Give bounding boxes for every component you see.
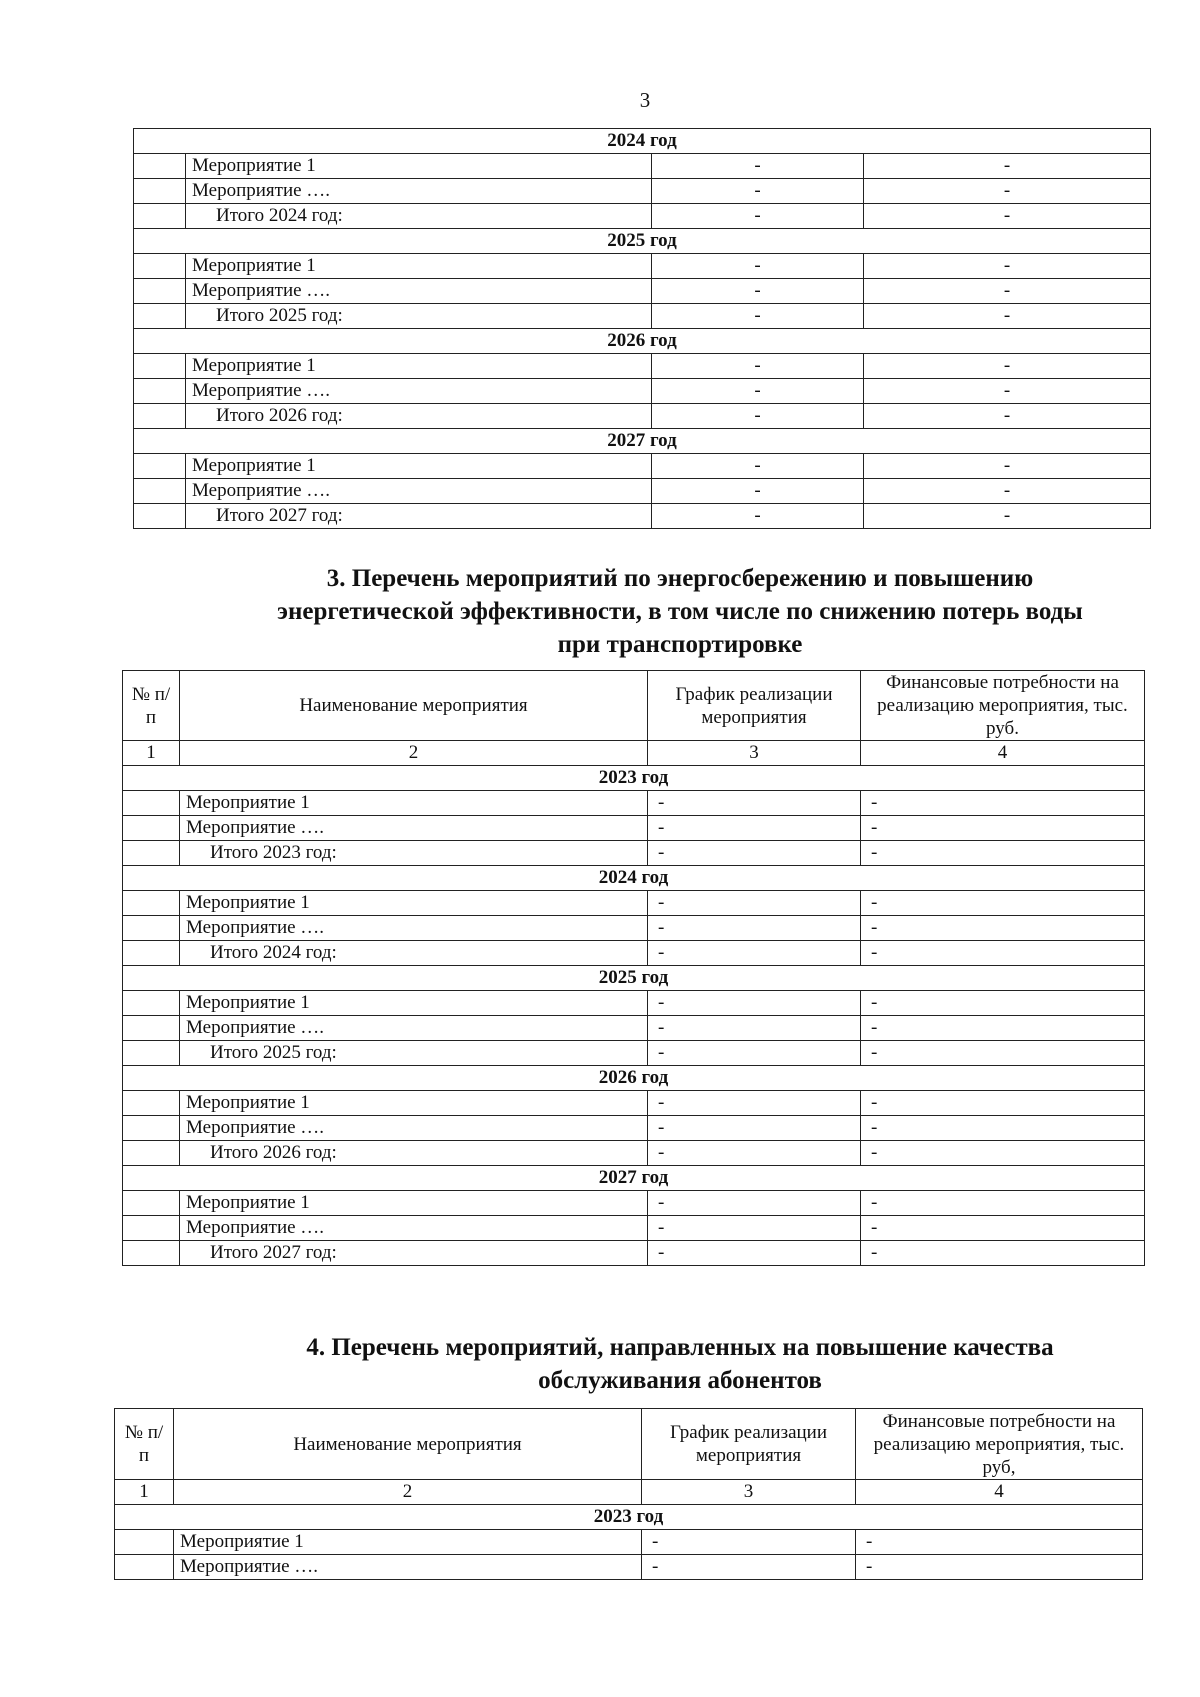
total-label: Итого 2023 год: [180,841,648,866]
schedule-cell: - [648,1116,861,1141]
finance-cell: - [864,179,1151,204]
total-label: Итого 2024 год: [186,204,652,229]
table-header-row [123,671,1145,741]
section-4-title-line1: 4. Перечень мероприятий, направленных на повышение качества [306,1334,1054,1361]
row-number-cell [123,1191,180,1216]
schedule-cell: - [648,791,861,816]
activity-name: Мероприятие 1 [180,1191,648,1216]
row-number-cell [123,1041,180,1066]
column-number: 2 [174,1480,642,1505]
table-row [134,154,1151,179]
year-label: 2025 год [123,966,1145,991]
column-number: 1 [115,1480,174,1505]
activity-name: Мероприятие 1 [186,154,652,179]
finance-cell: - [861,1041,1145,1066]
finance-cell: - [864,479,1151,504]
service-quality-table [114,1408,1143,1580]
row-number-cell [115,1530,174,1555]
row-number-cell [134,254,186,279]
year-label: 2027 год [134,429,1151,454]
row-number-cell [123,991,180,1016]
finance-cell: - [864,404,1151,429]
schedule-cell: - [652,154,864,179]
table-row [134,254,1151,279]
activity-name: Мероприятие …. [180,916,648,941]
activity-name: Мероприятие 1 [180,891,648,916]
total-label: Итого 2026 год: [180,1141,648,1166]
finance-cell: - [861,991,1145,1016]
activity-name: Мероприятие 1 [186,354,652,379]
year-row [134,129,1151,154]
total-label: Итого 2026 год: [186,404,652,429]
total-label: Итого 2025 год: [186,304,652,329]
schedule-cell: - [648,1216,861,1241]
activities-table-body [134,129,1151,529]
header-number: № п/п [123,671,180,741]
finance-cell: - [861,1091,1145,1116]
table-row [134,454,1151,479]
row-number-cell [134,204,186,229]
section-3-title-line2: энергетической эффективности, в том числе по снижению потерь воды [277,598,1083,625]
year-row [134,329,1151,354]
activity-name: Мероприятие …. [186,479,652,504]
finance-cell: - [864,454,1151,479]
row-number-cell [123,1091,180,1116]
table-row [123,1041,1145,1066]
year-row [123,766,1145,791]
row-number-cell [134,304,186,329]
header-finance: Финансовые потребности на реализацию мероприятия, тыс. руб. [861,671,1145,741]
header-name: Наименование мероприятия [174,1409,642,1480]
year-label: 2026 год [134,329,1151,354]
row-number-cell [123,916,180,941]
row-number-cell [123,816,180,841]
finance-cell: - [864,304,1151,329]
schedule-cell: - [652,254,864,279]
total-label: Итого 2025 год: [180,1041,648,1066]
schedule-cell: - [648,1091,861,1116]
finance-cell: - [861,791,1145,816]
table-row [123,841,1145,866]
finance-cell: - [861,841,1145,866]
finance-cell: - [861,1141,1145,1166]
row-number-cell [123,791,180,816]
finance-cell: - [861,1116,1145,1141]
table-header-row [115,1409,1143,1480]
column-number: 4 [861,741,1145,766]
column-number: 3 [648,741,861,766]
schedule-cell: - [652,504,864,529]
year-label: 2027 год [123,1166,1145,1191]
activity-name: Мероприятие …. [186,379,652,404]
section-4-title [200,1331,1160,1397]
row-number-cell [123,1216,180,1241]
schedule-cell: - [648,941,861,966]
energy-saving-table-body [123,671,1145,1266]
activity-name: Мероприятие 1 [180,1091,648,1116]
header-finance: Финансовые потребности на реализацию мероприятия, тыс. руб, [856,1409,1143,1480]
energy-saving-table [122,670,1145,1266]
header-schedule: График реализации мероприятия [648,671,861,741]
service-quality-table-body [115,1409,1143,1580]
row-number-cell [134,279,186,304]
table-row [123,1141,1145,1166]
header-number: № п/п [115,1409,174,1480]
activity-name: Мероприятие …. [174,1555,642,1580]
finance-cell: - [861,1016,1145,1041]
schedule-cell: - [648,816,861,841]
column-number: 2 [180,741,648,766]
finance-cell: - [864,354,1151,379]
schedule-cell: - [652,454,864,479]
total-label: Итого 2027 год: [186,504,652,529]
schedule-cell: - [652,479,864,504]
finance-cell: - [856,1555,1143,1580]
section-4-title-line2: обслуживания абонентов [538,1367,822,1394]
activity-name: Мероприятие …. [180,1216,648,1241]
row-number-cell [123,1241,180,1266]
finance-cell: - [861,816,1145,841]
year-label: 2025 год [134,229,1151,254]
schedule-cell: - [648,1016,861,1041]
year-row [134,429,1151,454]
table-row [123,816,1145,841]
activity-name: Мероприятие 1 [186,254,652,279]
finance-cell: - [861,941,1145,966]
year-row [123,1066,1145,1091]
table-row [115,1555,1143,1580]
row-number-cell [123,841,180,866]
finance-cell: - [864,154,1151,179]
row-number-cell [134,479,186,504]
header-schedule: График реализации мероприятия [642,1409,856,1480]
year-label: 2023 год [115,1505,1143,1530]
finance-cell: - [864,279,1151,304]
column-number: 3 [642,1480,856,1505]
table-row [115,1530,1143,1555]
activities-table-continued [133,128,1151,529]
activity-name: Мероприятие …. [180,1116,648,1141]
table-row [134,204,1151,229]
year-row [123,866,1145,891]
activity-name: Мероприятие …. [186,179,652,204]
row-number-cell [134,504,186,529]
column-number-row [123,741,1145,766]
schedule-cell: - [648,916,861,941]
row-number-cell [123,1016,180,1041]
activity-name: Мероприятие …. [186,279,652,304]
year-row [123,1166,1145,1191]
row-number-cell [134,454,186,479]
activity-name: Мероприятие 1 [174,1530,642,1555]
section-3-title-line1: 3. Перечень мероприятий по энергосбережению и повышению [326,565,1034,592]
column-number: 1 [123,741,180,766]
column-number: 4 [856,1480,1143,1505]
finance-cell: - [864,254,1151,279]
schedule-cell: - [648,1191,861,1216]
finance-cell: - [856,1530,1143,1555]
table-row [123,1241,1145,1266]
table-row [123,916,1145,941]
table-row [134,279,1151,304]
finance-cell: - [864,504,1151,529]
table-row [134,304,1151,329]
finance-cell: - [861,891,1145,916]
schedule-cell: - [648,891,861,916]
row-number-cell [123,1141,180,1166]
schedule-cell: - [648,841,861,866]
activity-name: Мероприятие 1 [180,791,648,816]
table-row [123,991,1145,1016]
header-name: Наименование мероприятия [180,671,648,741]
column-number-row [115,1480,1143,1505]
table-row [134,379,1151,404]
table-row [134,479,1151,504]
row-number-cell [123,941,180,966]
schedule-cell: - [652,179,864,204]
total-label: Итого 2027 год: [180,1241,648,1266]
row-number-cell [123,891,180,916]
year-label: 2023 год [123,766,1145,791]
year-row [115,1505,1143,1530]
section-3-title [200,562,1160,661]
finance-cell: - [864,204,1151,229]
activity-name: Мероприятие …. [180,816,648,841]
schedule-cell: - [652,204,864,229]
table-row [123,1216,1145,1241]
row-number-cell [134,354,186,379]
activity-name: Мероприятие 1 [180,991,648,1016]
year-row [123,966,1145,991]
schedule-cell: - [652,304,864,329]
year-row [134,229,1151,254]
year-label: 2024 год [123,866,1145,891]
table-row [134,504,1151,529]
table-row [123,941,1145,966]
row-number-cell [134,379,186,404]
schedule-cell: - [652,279,864,304]
year-label: 2024 год [134,129,1151,154]
row-number-cell [123,1116,180,1141]
finance-cell: - [861,1191,1145,1216]
finance-cell: - [861,1216,1145,1241]
schedule-cell: - [648,1141,861,1166]
table-row [123,791,1145,816]
schedule-cell: - [648,991,861,1016]
activity-name: Мероприятие 1 [186,454,652,479]
schedule-cell: - [652,404,864,429]
table-row [123,1091,1145,1116]
schedule-cell: - [652,354,864,379]
table-row [123,1116,1145,1141]
finance-cell: - [864,379,1151,404]
section-3-title-line3: при транспортировке [557,631,803,658]
table-row [123,891,1145,916]
finance-cell: - [861,1241,1145,1266]
schedule-cell: - [642,1530,856,1555]
row-number-cell [115,1555,174,1580]
row-number-cell [134,179,186,204]
finance-cell: - [861,916,1145,941]
table-row [123,1016,1145,1041]
table-row [134,179,1151,204]
total-label: Итого 2024 год: [180,941,648,966]
schedule-cell: - [648,1241,861,1266]
table-row [123,1191,1145,1216]
row-number-cell [134,154,186,179]
schedule-cell: - [648,1041,861,1066]
year-label: 2026 год [123,1066,1145,1091]
activity-name: Мероприятие …. [180,1016,648,1041]
row-number-cell [134,404,186,429]
table-row [134,404,1151,429]
schedule-cell: - [652,379,864,404]
table-row [134,354,1151,379]
page-number: 3 [639,88,651,112]
schedule-cell: - [642,1555,856,1580]
